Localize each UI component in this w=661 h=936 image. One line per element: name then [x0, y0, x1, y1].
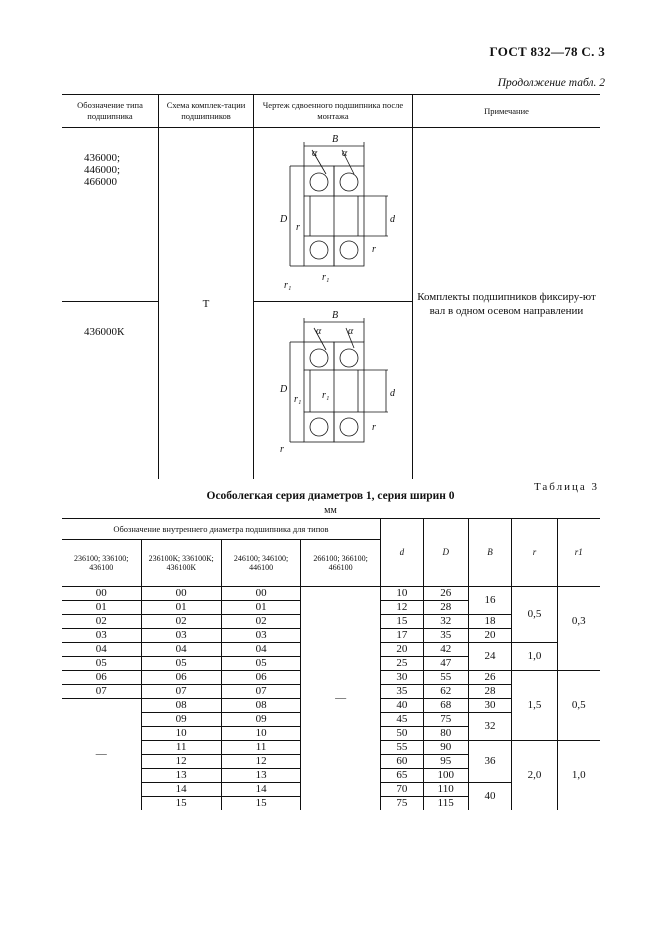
table-cell: 95: [423, 755, 468, 769]
table-cell: 06: [221, 671, 301, 685]
table-cell: 09: [221, 713, 301, 727]
drawing2-label-alpha-2: α: [348, 326, 354, 337]
drawing1-label-r1-2: r₁: [322, 272, 330, 283]
table-cell: 03: [221, 629, 301, 643]
header-D: D: [423, 519, 468, 587]
types-cell-1: [62, 128, 159, 302]
drawing1-label-alpha-1: α: [312, 148, 318, 159]
table-cell: 14: [141, 783, 221, 797]
drawing1-label-r1-1: r₁: [284, 280, 292, 291]
table-cell: 1,0: [512, 643, 557, 671]
table-cell: 1,0: [557, 741, 600, 811]
header-scheme: Схема комплек-тации подшипников: [159, 95, 254, 128]
table-cell: 30: [468, 699, 512, 713]
table-cell: 00: [221, 587, 301, 601]
scheme-cell: [159, 128, 254, 480]
table-cell: 10: [141, 727, 221, 741]
table-cell: 10: [221, 727, 301, 741]
table-cell: 40: [380, 699, 423, 713]
table-cell: 1,5: [512, 671, 557, 741]
table-cell: 30: [380, 671, 423, 685]
drawing2-label-r-2: r: [372, 422, 376, 433]
table-cell: 55: [380, 741, 423, 755]
drawing2-label-d: d: [390, 388, 395, 399]
table-cell: 55: [423, 671, 468, 685]
drawing-cell-2: [254, 302, 413, 480]
table-cell: 05: [221, 657, 301, 671]
type-header-2: 236100К; 336100К; 436100К: [141, 540, 221, 587]
table-cell: 100: [423, 769, 468, 783]
table-cell: 12: [380, 601, 423, 615]
table-cell: 115: [423, 797, 468, 811]
table-cell: 26: [468, 671, 512, 685]
table-cell: 32: [468, 713, 512, 741]
table-cell: 07: [221, 685, 301, 699]
table-cell: 35: [380, 685, 423, 699]
drawing1-label-D: D: [280, 214, 288, 225]
type-436000K: 436000К: [84, 326, 125, 338]
table-cell: 15: [380, 615, 423, 629]
table-cell: 10: [380, 587, 423, 601]
scheme-value: Т: [202, 297, 210, 310]
types-cell-2: [62, 302, 159, 480]
table-cell: 0,5: [512, 587, 557, 643]
table-cell: 62: [423, 685, 468, 699]
drawing2-label-r-1: r: [280, 444, 284, 455]
header-d: d: [380, 519, 423, 587]
table-cell: 26: [423, 587, 468, 601]
table-cell: 03: [141, 629, 221, 643]
dash-cell-first-column: —: [62, 699, 141, 811]
type-466000: 466000: [84, 176, 117, 188]
table-cell: 11: [141, 741, 221, 755]
table-cell: 20: [468, 629, 512, 643]
header-note: Примечание: [413, 95, 601, 128]
table-cell: 20: [380, 643, 423, 657]
drawing1-label-r-2: r: [372, 244, 376, 255]
table-cell: 06: [141, 671, 221, 685]
header-drawing: Чертеж сдвоенного подшипника после монтажа: [254, 95, 413, 128]
header-r1: r1: [557, 519, 600, 587]
table-cell: 75: [380, 797, 423, 811]
table-cell: 40: [468, 783, 512, 811]
table-cell: 42: [423, 643, 468, 657]
table-cell: 17: [380, 629, 423, 643]
table-cell: 47: [423, 657, 468, 671]
table-cell: 80: [423, 727, 468, 741]
table-cell: 04: [221, 643, 301, 657]
table-3-title: Особолегкая серия диаметров 1, серия ширин 0: [206, 490, 455, 502]
table-continuation-label: Продолжение табл. 2: [497, 77, 605, 89]
table-cell: 25: [380, 657, 423, 671]
table-row: 04: [62, 643, 141, 657]
table-3-label: Таблица 3: [533, 481, 599, 493]
table-cell: 35: [423, 629, 468, 643]
table-cell: 08: [141, 699, 221, 713]
type-header-1: 236100; 336100; 436100: [74, 554, 129, 572]
table-cell: 15: [141, 797, 221, 811]
table-cell: 11: [221, 741, 301, 755]
table-cell: 2,0: [512, 741, 557, 811]
table-cell: 02: [141, 615, 221, 629]
table-cell: [557, 657, 600, 671]
table-cell: 45: [380, 713, 423, 727]
table-cell: 01: [141, 601, 221, 615]
drawing2-label-r1-1: r₁: [294, 394, 302, 405]
table-cell: 05: [141, 657, 221, 671]
header-r: r: [512, 519, 557, 587]
drawing-cell-1: [254, 128, 413, 302]
table-row: 03: [62, 629, 141, 643]
table-cell: 65: [380, 769, 423, 783]
table-cell: 0,3: [557, 587, 600, 657]
bearing-drawing-1: [254, 128, 411, 296]
table-row: 06: [62, 671, 141, 685]
table-cell: 68: [423, 699, 468, 713]
group-header: Обозначение внутреннего диаметра подшипника для типов: [62, 519, 380, 540]
table-cell: 13: [141, 769, 221, 783]
table-cell: 02: [221, 615, 301, 629]
note-cell: [413, 128, 601, 480]
table-cell: 15: [221, 797, 301, 811]
header-type: Обозначение типа подшипника: [62, 95, 159, 128]
drawing1-label-r-1: r: [296, 222, 300, 233]
drawing2-label-r1-2: r₁: [322, 390, 330, 401]
table-cell: 24: [468, 643, 512, 671]
table-cell: 50: [380, 727, 423, 741]
table-cell: 110: [423, 783, 468, 797]
table-row: 00: [62, 587, 141, 601]
table-cell: 07: [141, 685, 221, 699]
table-2: [62, 94, 600, 479]
table-cell: 90: [423, 741, 468, 755]
table-cell: 14: [221, 783, 301, 797]
type-header-4: 266100; 366100; 466100: [301, 540, 381, 587]
table-row: 05: [62, 657, 141, 671]
table-cell: 28: [423, 601, 468, 615]
bearing-drawing-2: [254, 302, 411, 474]
table-row: 01: [62, 601, 141, 615]
type-446000: 446000;: [84, 164, 121, 176]
type-436000: 436000;: [84, 152, 121, 164]
drawing2-label-B: B: [332, 310, 339, 321]
table-row: 02: [62, 615, 141, 629]
table-cell: 04: [141, 643, 221, 657]
drawing1-label-B: B: [332, 134, 339, 145]
table-cell: 0,5: [557, 671, 600, 741]
table-cell: 75: [423, 713, 468, 727]
header-B: B: [468, 519, 512, 587]
dash-cell: —: [301, 587, 381, 811]
table-row: 07: [62, 685, 141, 699]
table-3: [62, 518, 600, 810]
table-cell: 09: [141, 713, 221, 727]
table-cell: 28: [468, 685, 512, 699]
table-cell: 12: [221, 755, 301, 769]
table-cell: 36: [468, 741, 512, 783]
table-cell: 13: [221, 769, 301, 783]
type-header-3: 246100; 346100; 446100: [221, 540, 301, 587]
table-cell: 60: [380, 755, 423, 769]
table-cell: 70: [380, 783, 423, 797]
table-cell: 16: [468, 587, 512, 615]
page-header: ГОСТ 832—78 С. 3: [489, 44, 605, 59]
table-cell: 32: [423, 615, 468, 629]
drawing2-label-alpha-1: α: [316, 326, 322, 337]
table-cell: 00: [141, 587, 221, 601]
drawing1-label-d: d: [390, 214, 395, 225]
table-cell: 01: [221, 601, 301, 615]
table-cell: 08: [221, 699, 301, 713]
table-cell: 12: [141, 755, 221, 769]
note-text: Комплекты подшипников фиксиру-ют вал в одном осевом направлении: [417, 290, 596, 317]
drawing2-label-D: D: [280, 384, 288, 395]
drawing1-label-alpha-2: α: [342, 148, 348, 159]
unit-label: мм: [324, 505, 337, 516]
table-cell: 18: [468, 615, 512, 629]
